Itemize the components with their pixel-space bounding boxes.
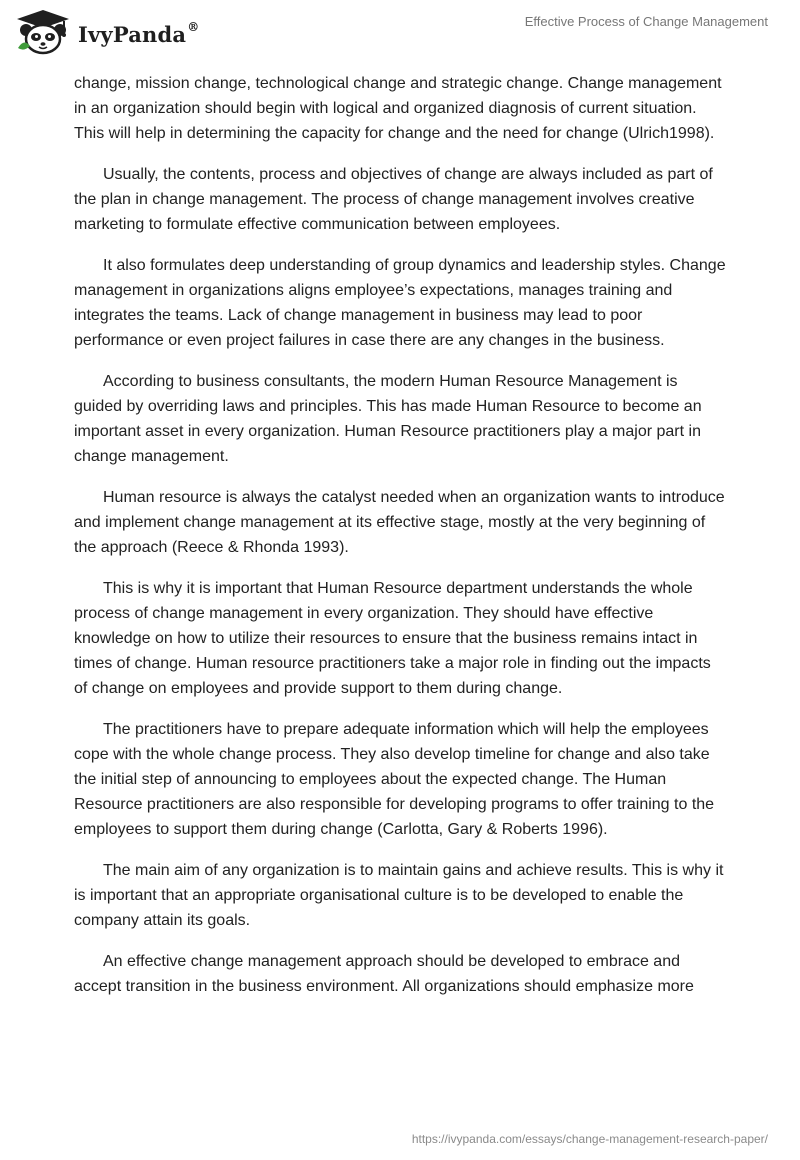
brand-name: IvyPanda®: [78, 19, 200, 47]
document-title: Effective Process of Change Management: [524, 14, 768, 29]
paragraph: According to business consultants, the modern Human Resource Management is guided by overriding laws and principles. This has made Human Resource to become an important asset in every organization. Human Resource practitioners play a major part in change management.: [74, 373, 702, 465]
panda-graduate-icon: [14, 8, 72, 56]
paragraph: An effective change management approach should be developed to embrace and accept transition in the business environment. All organizations should emphasize more: [74, 953, 694, 995]
essay-body: [74, 71, 726, 1015]
paragraph: The main aim of any organization is to maintain gains and achieve results. This is why it is important that an appropriate organisational culture is to be developed to enable the company attain its goals.: [74, 862, 724, 929]
registered-mark: ®: [187, 19, 200, 34]
paragraph: The practitioners have to prepare adequate information which will help the employees cope with the whole change process. They also develop timeline for change and also take the initial step of announcing to employees about the expected change. The Human Resource practitioners are also responsible for developing programs to offer training to the employees to support them during change (Carlotta, Gary & Roberts 1996).: [74, 721, 715, 838]
paragraph: It also formulates deep understanding of group dynamics and leadership styles. Change management in organizations aligns employee’s expectations, manages training and integrates the teams. Lack of change management in business may lead to poor performance or even project failures in case there are any changes in the business.: [74, 257, 726, 349]
paragraph: Human resource is always the catalyst needed when an organization wants to introduce and implement change management at its effective stage, mostly at the very beginning of the approach (Reece & Rhonda 1993).: [74, 489, 725, 556]
paragraph: Usually, the contents, process and objectives of change are always included as part of the plan in change management. The process of change management involves creative marketing to formulate effective communication between employees.: [74, 166, 713, 233]
site-logo[interactable]: [14, 8, 199, 56]
source-url-link[interactable]: https://ivypanda.com/essays/change-management-research-paper/: [411, 1132, 768, 1146]
page-header: [0, 0, 800, 66]
paragraph: change, mission change, technological change and strategic change. Change management in an organization should begin with logical and organized diagnosis of current situation. This will help in determining the capacity for change and the need for change (Ulrich1998).: [74, 75, 722, 142]
paragraph: This is why it is important that Human Resource department understands the whole process of change management in every organization. They should have effective knowledge on how to utilize their resources to ensure that the business remains intact in times of change. Human resource practitioners take a major role in finding out the impacts of change on employees and provide support to them during change.: [74, 580, 711, 697]
